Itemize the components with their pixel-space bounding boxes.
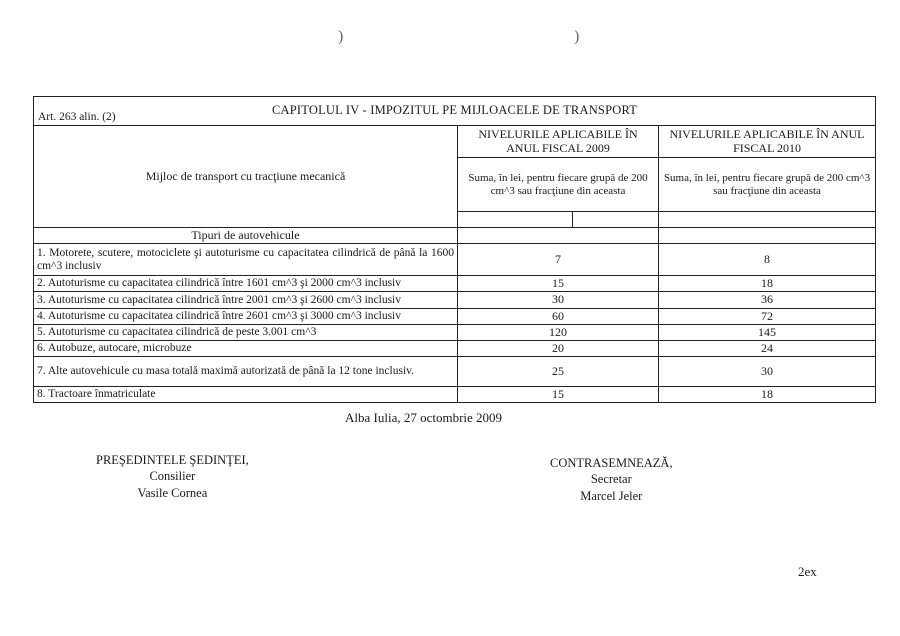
value-2010: 145	[659, 324, 876, 340]
table-row	[34, 357, 876, 387]
row-label: 4. Autoturisme cu capacitatea cilindrică între 2601 cm^3 şi 3000 cm^3 inclusiv	[34, 308, 458, 324]
value-2009: 60	[458, 308, 659, 324]
row-label: 3. Autoturisme cu capacitatea cilindrică între 2001 cm^3 şi 2600 cm^3 inclusiv	[34, 292, 458, 308]
row-label: 5. Autoturisme cu capacitatea cilindrică de peste 3.001 cm^3	[34, 324, 458, 340]
signer-title: Consilier	[149, 469, 196, 484]
punch-mark-left: )	[338, 28, 344, 45]
chapter-title: CAPITOLUL IV - IMPOZITUL PE MIJLOACELE DE TRANSPORT	[271, 103, 638, 118]
value-2010: 18	[659, 276, 876, 292]
signer-name: Marcel Jeler	[580, 488, 643, 503]
value-2009: 120	[458, 324, 659, 340]
signer-title: Secretar	[590, 472, 632, 487]
section-label: Tipuri de autovehicule	[34, 228, 458, 244]
column-subheader-2009: Suma, în lei, pentru fiecare grupă de 200 cm^3 sau fracţiune din aceasta	[458, 158, 659, 212]
signature-block-left	[96, 452, 249, 501]
column-header-2010: NIVELURILE APLICABILE ÎN ANUL FISCAL 2010	[659, 126, 876, 158]
empty-split-cell	[458, 212, 659, 228]
value-2010: 18	[659, 387, 876, 403]
row-label: 2. Autoturisme cu capacitatea cilindrică între 1601 cm^3 şi 2000 cm^3 inclusiv	[34, 276, 458, 292]
table-row	[34, 308, 876, 324]
value-2010: 24	[659, 340, 876, 356]
signer-name: Vasile Cornea	[137, 485, 208, 500]
empty-cell	[659, 228, 876, 244]
value-2009: 15	[458, 387, 659, 403]
punch-mark-right: )	[574, 28, 580, 45]
signature-block-right	[550, 455, 673, 504]
table-row	[34, 292, 876, 308]
value-2009: 20	[458, 340, 659, 356]
row-label: 8. Tractoare înmatriculate	[34, 387, 458, 403]
table-title-cell	[34, 97, 876, 126]
column-subheader-2010: Suma, în lei, pentru fiecare grupă de 200 cm^3 sau fracţiune din aceasta	[659, 158, 876, 212]
signer-role: PREŞEDINTELE ŞEDINŢEI,	[96, 453, 249, 467]
value-2009: 25	[458, 357, 659, 387]
value-2010: 8	[659, 244, 876, 276]
value-2010: 72	[659, 308, 876, 324]
table-row	[34, 340, 876, 356]
table-row	[34, 276, 876, 292]
empty-cell	[659, 212, 876, 228]
table-row	[34, 244, 876, 276]
value-2010: 30	[659, 357, 876, 387]
column-header-2009: NIVELURILE APLICABILE ÎN ANUL FISCAL 2009	[458, 126, 659, 158]
copies-note: 2ex	[798, 564, 817, 579]
place-and-date: Alba Iulia, 27 octombrie 2009	[345, 410, 503, 425]
value-2010: 36	[659, 292, 876, 308]
value-2009: 30	[458, 292, 659, 308]
value-2009: 7	[458, 244, 659, 276]
tax-rates-table	[33, 96, 876, 403]
table-row	[34, 387, 876, 403]
table-row	[34, 324, 876, 340]
article-reference: Art. 263 alin. (2)	[38, 111, 116, 124]
signer-role: CONTRASEMNEAZĂ,	[550, 456, 673, 470]
vehicle-type-header: Mijloc de transport cu tracţiune mecanică	[34, 126, 458, 228]
value-2009: 15	[458, 276, 659, 292]
row-label: 1. Motorete, scutere, motociclete şi autoturisme cu capacitatea cilindrică de până la 1600 cm^3 inclusiv	[34, 244, 458, 276]
row-label: 6. Autobuze, autocare, microbuze	[34, 340, 458, 356]
empty-cell	[458, 228, 659, 244]
row-label: 7. Alte autovehicule cu masa totală maximă autorizată de până la 12 tone inclusiv.	[34, 357, 458, 387]
